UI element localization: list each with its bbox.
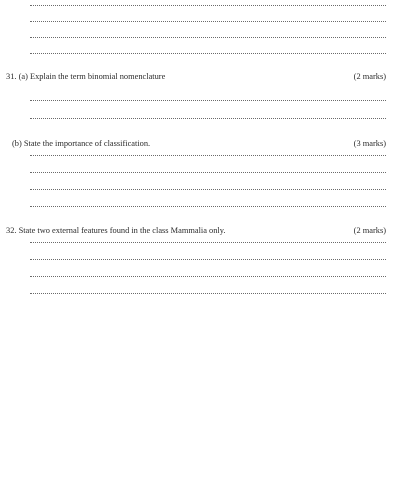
question-number: 31.	[6, 72, 17, 81]
answer-line	[30, 155, 386, 156]
answer-line	[30, 259, 386, 260]
answer-line	[30, 276, 386, 277]
answer-line	[30, 242, 386, 243]
question-31a	[6, 72, 165, 82]
answer-line	[30, 172, 386, 173]
answer-line	[30, 293, 386, 294]
question-text: State the importance of classification.	[23, 139, 151, 148]
answer-line	[30, 189, 386, 190]
answer-line	[30, 206, 386, 207]
answer-line	[30, 100, 386, 101]
question-number: 32.	[6, 226, 17, 235]
question-text: State two external features found in the class Mammalia only.	[18, 226, 226, 235]
answer-line	[30, 5, 386, 6]
question-part: (a)	[18, 72, 28, 81]
marks-label: (3 marks)	[353, 139, 386, 148]
question-part: (b)	[12, 139, 22, 148]
question-text: Explain the term binomial nomenclature	[29, 72, 166, 81]
question-31b	[12, 139, 150, 149]
marks-label: (2 marks)	[353, 72, 386, 81]
answer-line	[30, 118, 386, 119]
answer-line	[30, 53, 386, 54]
question-32	[6, 226, 225, 236]
answer-line	[30, 21, 386, 22]
answer-line	[30, 37, 386, 38]
marks-label: (2 marks)	[353, 226, 386, 235]
